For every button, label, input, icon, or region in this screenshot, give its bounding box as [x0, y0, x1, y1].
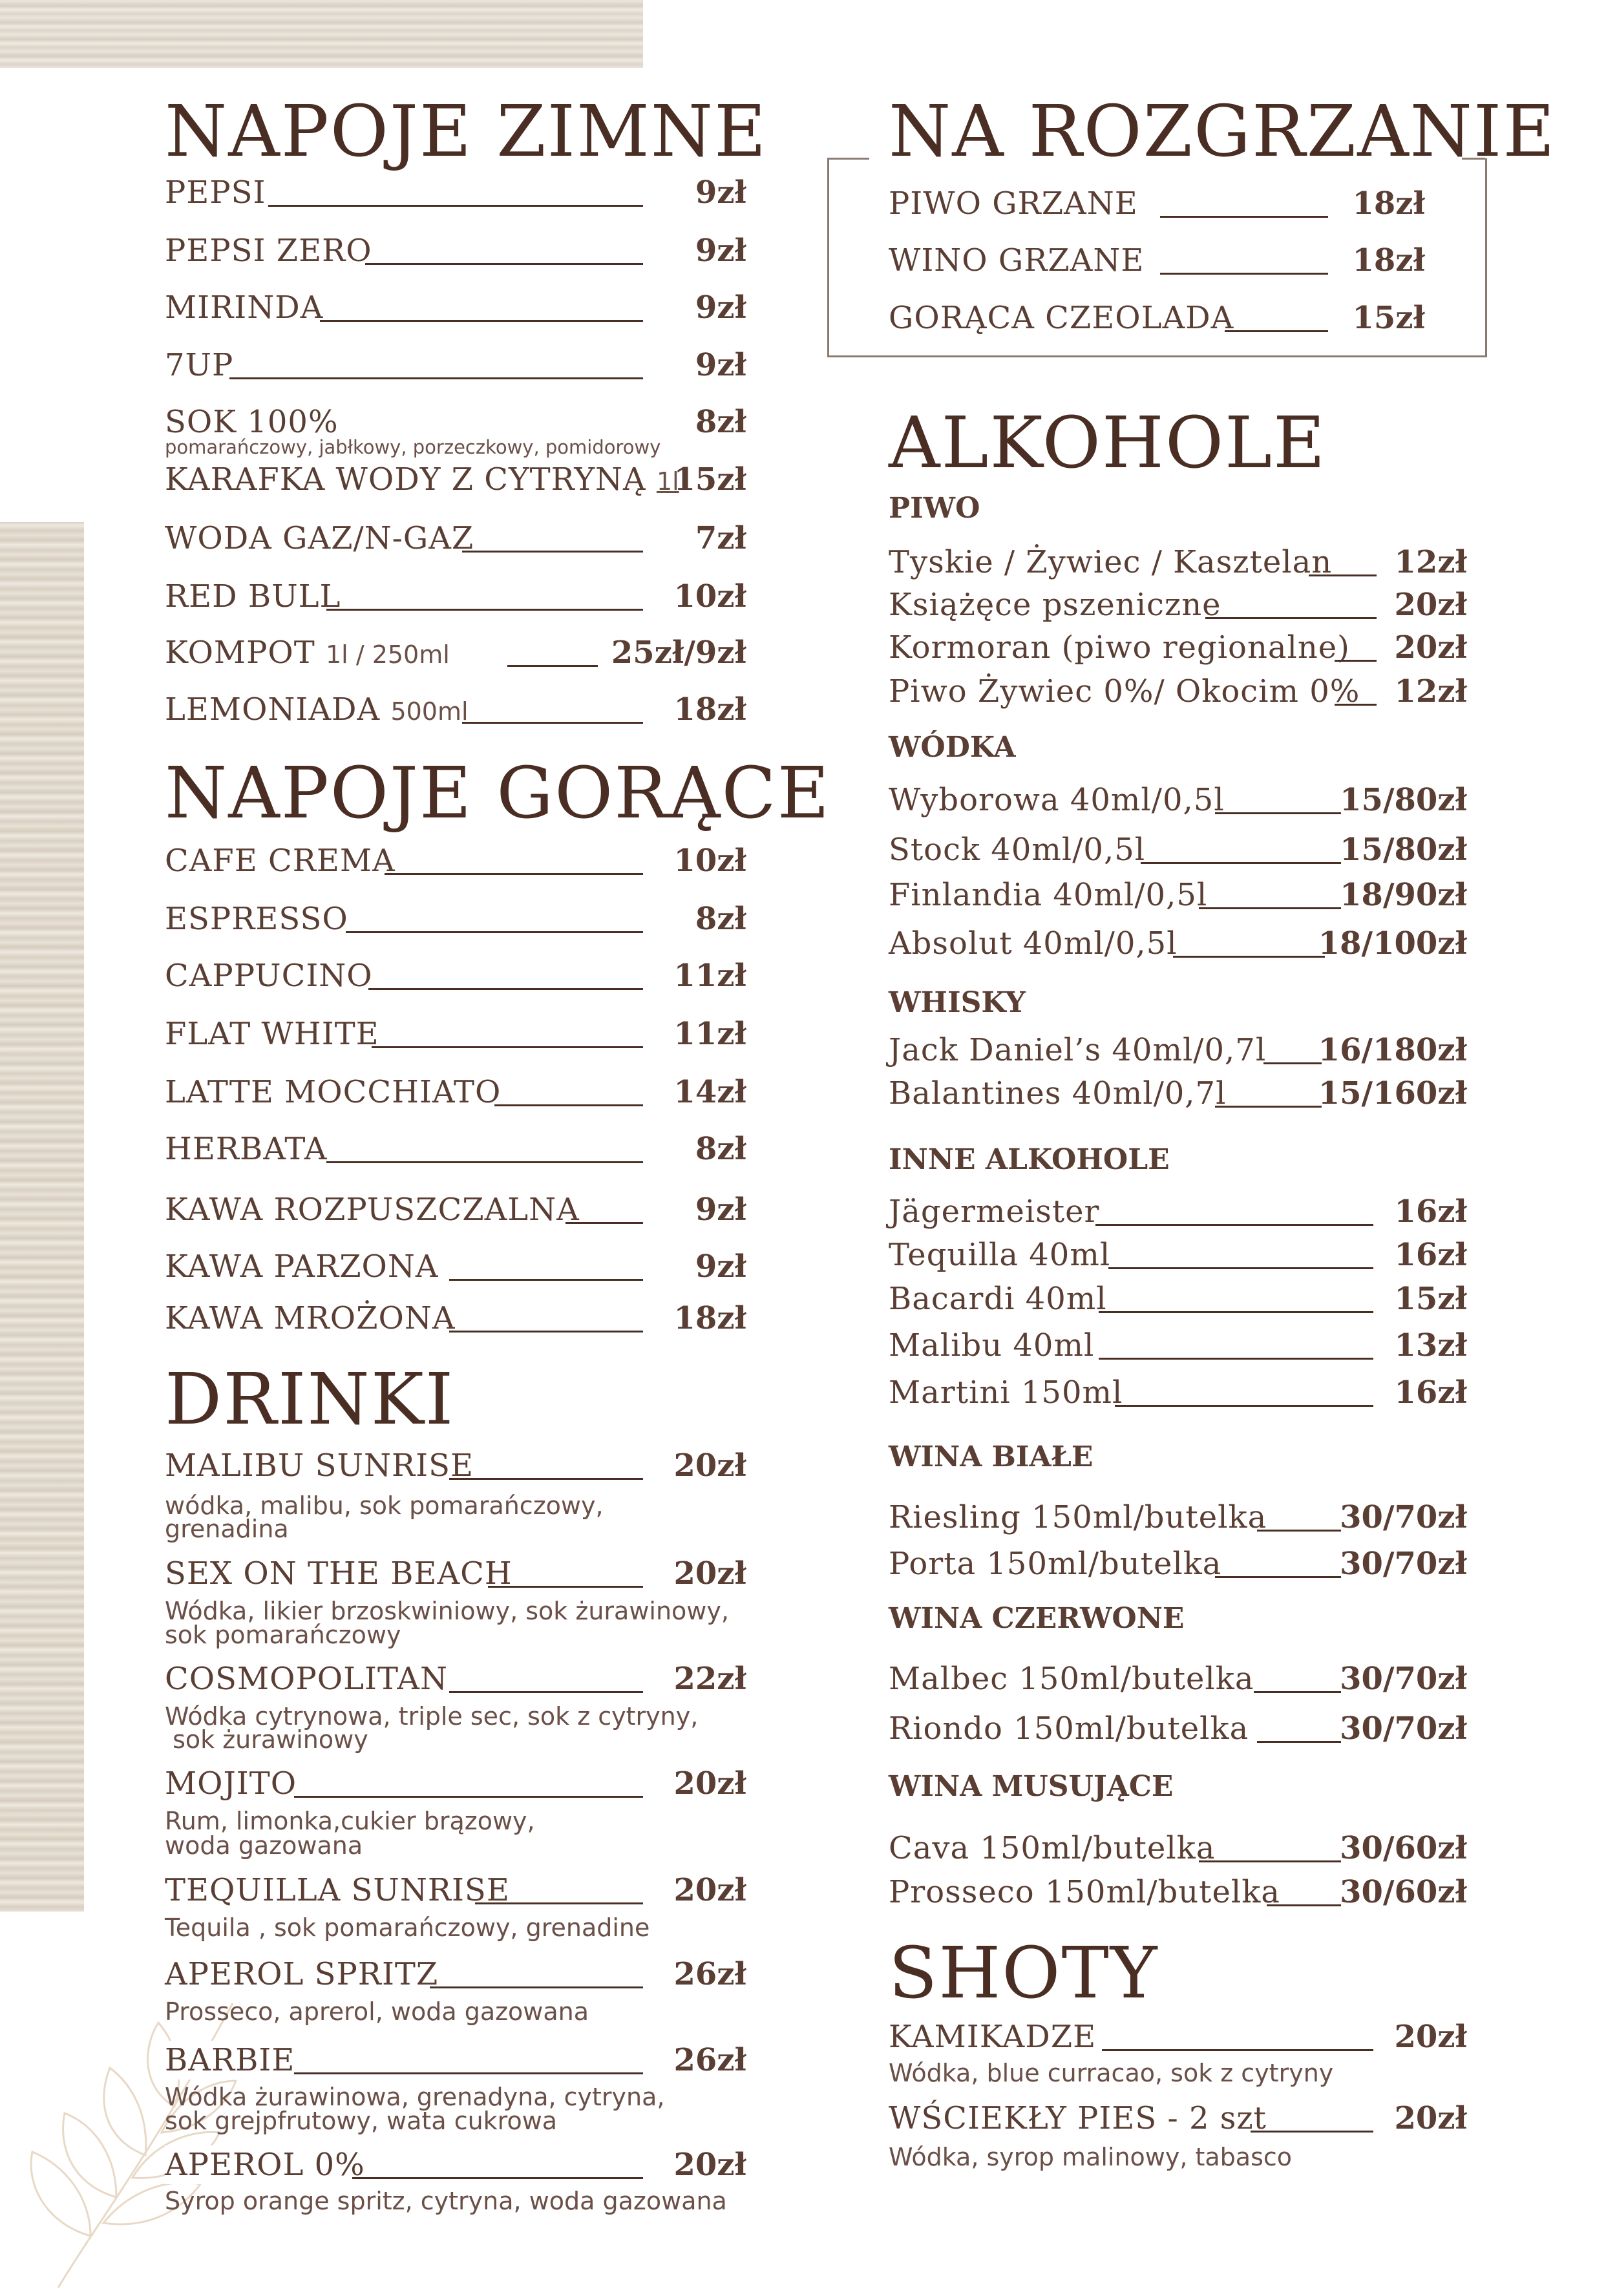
menu-item: WINO GRZANE 18zł	[889, 242, 1425, 279]
menu-item: WŚCIEKŁY PIES - 2 szt 20zł	[889, 2100, 1467, 2136]
section-title-na-rozgrzanie: NA ROZGRZANIE	[889, 90, 1556, 173]
menu-item: 7UP 9zł	[165, 347, 746, 383]
subsection-wina-czerwone: WINA CZERWONE	[889, 1602, 1185, 1635]
menu-item: CAFE CREMA 10zł	[165, 843, 746, 879]
menu-item: HERBATA 8zł	[165, 1131, 746, 1167]
item-description: Wódka, blue curracao, sok z cytryny	[889, 2059, 1334, 2087]
item-description: Tequila , sok pomarańczowy, grenadine	[165, 1913, 650, 1942]
menu-item: MIRINDA 9zł	[165, 290, 746, 326]
wood-texture-top	[0, 0, 643, 68]
menu-item: APEROL 0% 20zł	[165, 2147, 746, 2183]
wood-texture-side	[0, 522, 84, 1912]
menu-item: COSMOPOLITAN 22zł	[165, 1661, 746, 1697]
subsection-inne-alkohole: INNE ALKOHOLE	[889, 1143, 1170, 1176]
item-description: sok żurawinowy	[165, 1725, 368, 1754]
subsection-wodka: WÓDKA	[889, 731, 1016, 764]
menu-item: Absolut 40ml/0,5l 18/100zł	[889, 925, 1467, 962]
menu-item: Piwo Żywiec 0%/ Okocim 0% 12zł	[889, 673, 1467, 710]
menu-item: Książęce pszeniczne 20zł	[889, 587, 1467, 623]
section-title-shoty: SHOTY	[889, 1932, 1159, 2014]
subsection-wina-musujace: WINA MUSUJĄCE	[889, 1770, 1174, 1803]
menu-item: PIWO GRZANE 18zł	[889, 185, 1425, 222]
item-description: Wódka, likier brzoskwiniowy, sok żurawinowy,	[165, 1597, 729, 1625]
item-description: sok grejpfrutowy, wata cukrowa	[165, 2107, 558, 2135]
menu-item: Jägermeister 16zł	[889, 1194, 1467, 1230]
section-title-napoje-zimne: NAPOJE ZIMNE	[165, 90, 768, 173]
section-title-napoje-gorace: NAPOJE GORĄCE	[165, 752, 831, 834]
menu-item: WODA GAZ/N-GAZ 7zł	[165, 520, 746, 556]
menu-item: Wyborowa 40ml/0,5l 15/80zł	[889, 782, 1467, 818]
menu-item: Riesling 150ml/butelka 30/70zł	[889, 1499, 1467, 1535]
subsection-piwo: PIWO	[889, 492, 980, 525]
menu-item: MALIBU SUNRISE 20zł	[165, 1448, 746, 1484]
menu-item: Stock 40ml/0,5l 15/80zł	[889, 832, 1467, 868]
menu-item: CAPPUCINO 11zł	[165, 958, 746, 994]
item-description: sok pomarańczowy	[165, 1621, 401, 1649]
item-description: pomarańczowy, jabłkowy, porzeczkowy, pomidorowy	[165, 436, 661, 458]
menu-item: Malbec 150ml/butelka 30/70zł	[889, 1661, 1467, 1697]
menu-item: GORĄCA CZEOLADA 15zł	[889, 300, 1425, 336]
menu-item: Bacardi 40ml 15zł	[889, 1281, 1467, 1317]
menu-item: LATTE MOCCHIATO 14zł	[165, 1074, 746, 1110]
item-description: Rum, limonka,cukier brązowy,	[165, 1807, 535, 1835]
menu-item: Malibu 40ml 13zł	[889, 1327, 1467, 1364]
menu-item: Porta 150ml/butelka 30/70zł	[889, 1546, 1467, 1582]
menu-item: SOK 100% 8zł	[165, 404, 746, 440]
menu-item: Tyskie / Żywiec / Kasztelan 12zł	[889, 544, 1467, 580]
menu-item: KAMIKADZE 20zł	[889, 2019, 1467, 2055]
item-description: grenadina	[165, 1515, 289, 1543]
menu-item: FLAT WHITE 11zł	[165, 1016, 746, 1052]
menu-item: Cava 150ml/butelka 30/60zł	[889, 1830, 1467, 1866]
menu-item: KAWA MROŻONA 18zł	[165, 1300, 746, 1336]
subsection-wina-biale: WINA BIAŁE	[889, 1440, 1094, 1473]
menu-item: KAWA PARZONA 9zł	[165, 1248, 746, 1285]
menu-item: Kormoran (piwo regionalne) 20zł	[889, 629, 1467, 666]
menu-item: Tequilla 40ml 16zł	[889, 1237, 1467, 1273]
menu-item: PEPSI 9zł	[165, 174, 746, 211]
menu-item: Jack Daniel’s 40ml/0,7l 16/180zł	[889, 1032, 1467, 1068]
menu-item: LEMONIADA 500ml 18zł	[165, 690, 746, 729]
item-description: Wódka cytrynowa, triple sec, sok z cytryny,	[165, 1702, 699, 1731]
menu-item: KARAFKA WODY Z CYTRYNĄ 1l 15zł	[165, 460, 746, 499]
menu-item: Prosseco 150ml/butelka 30/60zł	[889, 1874, 1467, 1910]
section-title-drinki: DRINKI	[165, 1358, 455, 1440]
subsection-whisky: WHISKY	[889, 986, 1026, 1019]
menu-item: Riondo 150ml/butelka 30/70zł	[889, 1711, 1467, 1747]
menu-item: ESPRESSO 8zł	[165, 901, 746, 937]
menu-item: MOJITO 20zł	[165, 1765, 746, 1802]
menu-item: Martini 150ml 16zł	[889, 1374, 1467, 1411]
item-description: Syrop orange spritz, cytryna, woda gazowana	[165, 2187, 727, 2215]
item-description: Wódka, syrop malinowy, tabasco	[889, 2143, 1293, 2171]
menu-item: KOMPOT 1l / 250ml 25zł/9zł	[165, 633, 746, 672]
menu-item: RED BULL 10zł	[165, 578, 746, 615]
menu-item: APEROL SPRITZ 26zł	[165, 1956, 746, 1992]
item-description: wódka, malibu, sok pomarańczowy,	[165, 1491, 604, 1520]
item-description: woda gazowana	[165, 1831, 363, 1860]
menu-item: BARBIE 26zł	[165, 2042, 746, 2078]
item-description: Wódka żurawinowa, grenadyna, cytryna,	[165, 2083, 665, 2111]
leaf-decoration-icon	[19, 1990, 252, 2294]
menu-item: Balantines 40ml/0,7l 15/160zł	[889, 1075, 1467, 1111]
menu-item: TEQUILLA SUNRISE 20zł	[165, 1872, 746, 1908]
menu-item: Finlandia 40ml/0,5l 18/90zł	[889, 877, 1467, 913]
menu-item: SEX ON THE BEACH 20zł	[165, 1555, 746, 1592]
item-description: Prosseco, aprerol, woda gazowana	[165, 1997, 589, 2026]
menu-item: PEPSI ZERO 9zł	[165, 233, 746, 269]
section-title-alkohole: ALKOHOLE	[889, 401, 1327, 484]
menu-item: KAWA ROZPUSZCZALNA 9zł	[165, 1192, 746, 1228]
